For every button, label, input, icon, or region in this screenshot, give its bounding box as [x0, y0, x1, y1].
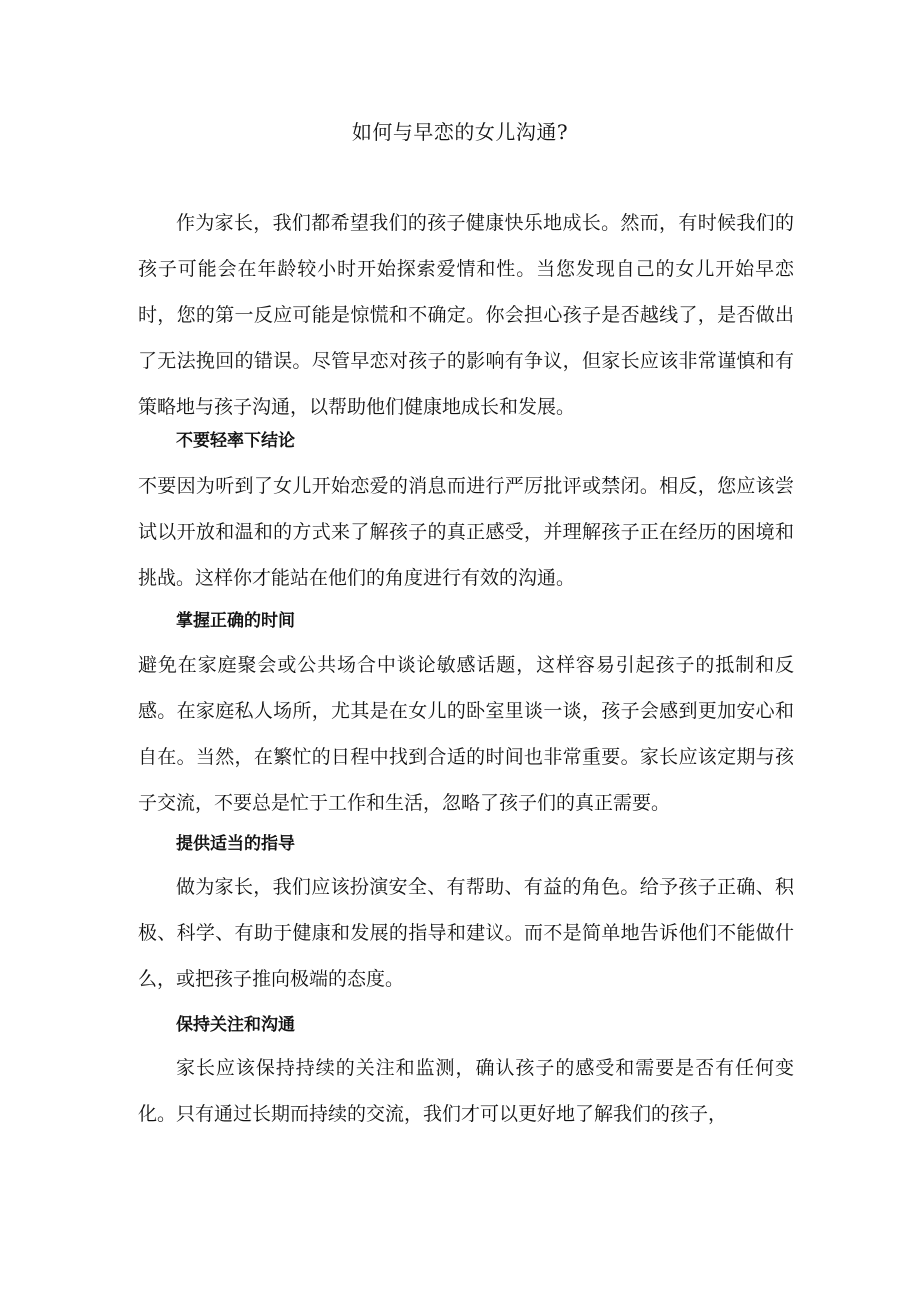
section-heading-conclusion: 不要轻率下结论: [176, 431, 295, 451]
section-body-guidance: 做为家长，我们应该扮演安全、有帮助、有益的角色。给予孩子正确、积极、科学、有助于健康和发展的指导和建议。而不是简单地告诉他们不能做什么，或把孩子推向极端的态度。: [138, 876, 794, 990]
section-heading-attention: 保持关注和沟通: [176, 1015, 295, 1035]
intro-paragraph: 作为家长，我们都希望我们的孩子健康快乐地成长。然而，有时候我们的孩子可能会在年龄较小时开始探索爱情和性。当您发现自己的女儿开始早恋时，您的第一反应可能是惊慌和不确定。你会担心孩子是否越线了，是否做出了无法挽回的错误。尽管早恋对孩子的影响有争议，但家长应该非常谨慎和有策略地与孩子沟通，以帮助他们健康地成长和发展。: [138, 212, 794, 418]
document-title: 如何与早恋的女儿沟通?: [351, 120, 569, 144]
section-body-attention: 家长应该保持持续的关注和监测，确认孩子的感受和需要是否有任何变化。只有通过长期而持续的交流，我们才可以更好地了解我们的孩子，: [138, 1057, 794, 1125]
section-body-conclusion: 不要因为听到了女儿开始恋爱的消息而进行严厉批评或禁闭。相反，您应该尝试以开放和温和的方式来了解孩子的真正感受，并理解孩子正在经历的困境和挑战。这样你才能站在他们的角度进行有效的沟通。: [138, 475, 794, 589]
section-body-timing: 避免在家庭聚会或公共场合中谈论敏感话题，这样容易引起孩子的抵制和反感。在家庭私人场所，尤其是在女儿的卧室里谈一谈，孩子会感到更加安心和自在。当然，在繁忙的日程中找到合适的时间也非常重要。家长应该定期与孩子交流，不要总是忙于工作和生活，忽略了孩子们的真正需要。: [138, 654, 794, 814]
section-heading-timing: 掌握正确的时间: [176, 611, 295, 631]
section-heading-guidance: 提供适当的指导: [176, 834, 295, 854]
